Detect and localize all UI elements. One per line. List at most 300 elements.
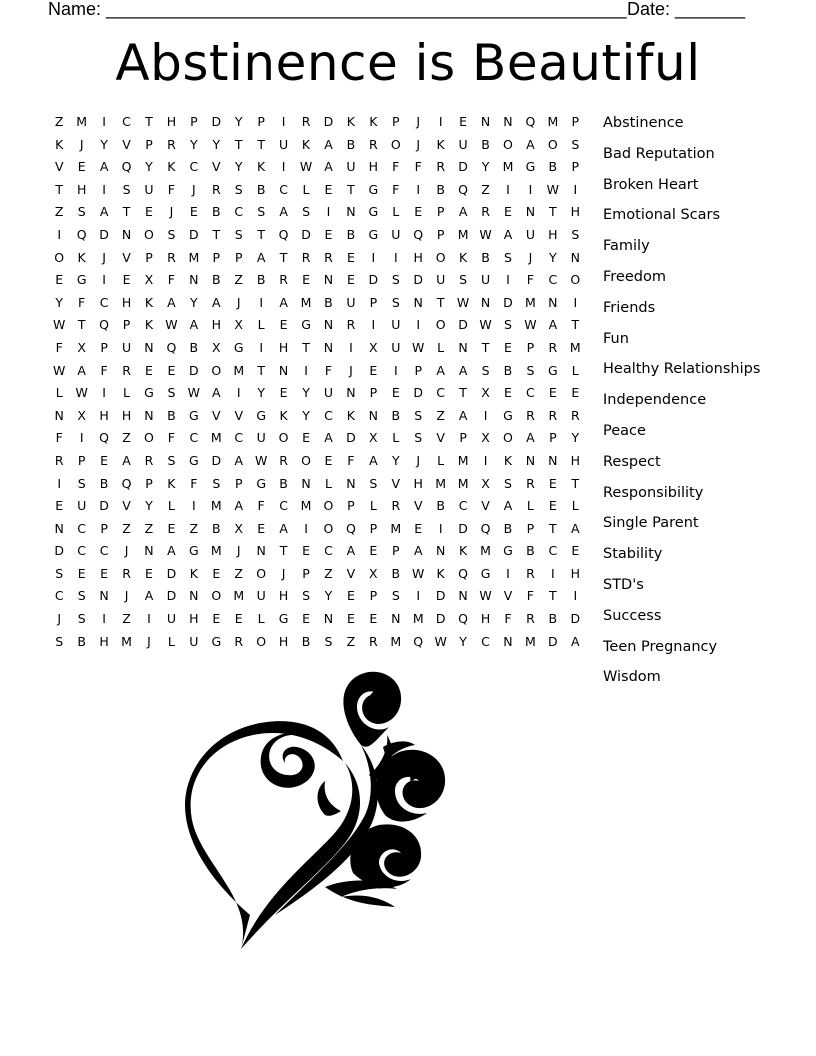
grid-letter: M: [121, 633, 132, 649]
grid-letter: C: [458, 498, 468, 514]
grid-letter: G: [189, 543, 199, 559]
grid-letter: A: [436, 362, 445, 378]
grid-letter: D: [413, 385, 424, 401]
grid-letter: Y: [234, 114, 243, 129]
grid-letter: A: [324, 136, 333, 152]
grid-letter: K: [279, 407, 288, 423]
grid-letter: B: [279, 475, 288, 491]
grid-letter: U: [525, 226, 535, 242]
grid-letter: E: [189, 204, 198, 220]
grid-letter: M: [390, 633, 402, 649]
grid-letter: S: [324, 633, 333, 649]
grid-letter: Z: [54, 114, 64, 129]
grid-letter: S: [167, 385, 176, 401]
grid-letter: S: [77, 588, 86, 604]
grid-letter: X: [77, 339, 86, 355]
grid-letter: N: [525, 204, 536, 220]
grid-letter: E: [302, 272, 310, 288]
grid-letter: A: [122, 452, 131, 468]
grid-letter: Z: [144, 520, 154, 536]
word-list-item: Fun: [603, 330, 629, 347]
grid-letter: O: [570, 272, 581, 288]
grid-letter: G: [233, 339, 244, 355]
grid-letter: A: [526, 430, 535, 446]
grid-letter: Q: [458, 565, 469, 581]
grid-row: [48, 495, 588, 518]
grid-letter: I: [79, 430, 84, 446]
grid-letter: M: [480, 543, 491, 559]
grid-letter: E: [55, 272, 64, 288]
grid-letter: U: [279, 136, 289, 152]
grid-letter: U: [144, 181, 154, 197]
grid-letter: C: [436, 385, 446, 401]
grid-letter: A: [503, 498, 513, 514]
word-list-item: Wisdom: [603, 669, 661, 686]
grid-letter: W: [456, 294, 470, 310]
grid-letter: Q: [458, 611, 469, 627]
grid-letter: R: [436, 159, 445, 175]
grid-letter: O: [144, 226, 154, 242]
grid-letter: E: [346, 249, 355, 265]
grid-letter: S: [504, 249, 512, 265]
grid-letter: N: [121, 226, 132, 242]
grid-letter: L: [324, 475, 332, 491]
grid-letter: B: [256, 181, 266, 197]
grid-letter: C: [234, 204, 244, 220]
grid-letter: N: [189, 272, 199, 288]
grid-letter: B: [99, 475, 109, 491]
grid-letter: E: [257, 520, 266, 536]
grid-letter: M: [525, 294, 536, 310]
grid-letter: I: [573, 181, 578, 197]
grid-letter: A: [458, 407, 468, 423]
grid-letter: P: [369, 294, 378, 310]
grid-letter: A: [571, 520, 580, 536]
grid-letter: G: [548, 362, 558, 378]
grid-letter: O: [144, 430, 154, 446]
grid-letter: S: [391, 294, 400, 310]
grid-letter: Y: [391, 452, 400, 468]
grid-letter: E: [504, 385, 512, 401]
grid-letter: J: [124, 543, 129, 559]
grid-letter: T: [257, 136, 265, 152]
grid-letter: H: [121, 407, 132, 423]
grid-letter: I: [349, 339, 353, 355]
grid-letter: P: [145, 249, 153, 265]
grid-letter: I: [147, 611, 151, 627]
grid-letter: S: [391, 272, 400, 288]
grid-letter: P: [571, 159, 580, 175]
grid-letter: P: [122, 317, 131, 333]
grid-letter: M: [76, 114, 88, 129]
grid-letter: L: [302, 181, 310, 197]
grid-letter: R: [167, 249, 176, 265]
grid-letter: H: [99, 633, 109, 649]
grid-letter: O: [278, 430, 289, 446]
grid-letter: B: [211, 272, 221, 288]
grid-letter: N: [323, 339, 334, 355]
grid-letter: H: [548, 226, 558, 242]
grid-letter: W: [546, 181, 560, 197]
grid-letter: E: [122, 272, 131, 288]
grid-letter: Z: [481, 181, 490, 197]
grid-letter: I: [438, 114, 443, 129]
grid-letter: O: [54, 249, 65, 265]
grid-letter: N: [480, 114, 491, 129]
grid-letter: G: [368, 226, 379, 242]
grid-letter: Q: [121, 475, 132, 491]
grid-letter: S: [481, 362, 490, 378]
grid-letter: M: [547, 114, 559, 129]
grid-letter: K: [436, 565, 445, 581]
grid-letter: K: [458, 543, 468, 559]
grid-letter: F: [55, 339, 63, 355]
grid-letter: A: [503, 226, 513, 242]
word-list: [603, 108, 808, 693]
grid-letter: P: [234, 475, 243, 491]
grid-letter: E: [145, 362, 153, 378]
grid-letter: B: [548, 611, 558, 627]
grid-letter: F: [526, 588, 534, 604]
grid-letter: G: [278, 611, 289, 627]
word-list-item: Family: [603, 238, 650, 255]
grid-letter: P: [145, 136, 153, 152]
grid-letter: N: [189, 588, 199, 604]
grid-letter: E: [504, 339, 512, 355]
name-field-line: Name: ____________________________________________________: [48, 0, 627, 19]
grid-letter: J: [102, 249, 106, 265]
grid-letter: O: [211, 588, 222, 604]
grid-letter: S: [414, 430, 423, 446]
grid-letter: S: [302, 588, 310, 604]
grid-letter: B: [211, 520, 221, 536]
grid-letter: Q: [480, 520, 491, 536]
grid-letter: E: [369, 362, 378, 378]
grid-letter: E: [414, 520, 423, 536]
grid-letter: N: [144, 543, 154, 559]
grid-letter: L: [392, 204, 400, 220]
grid-letter: L: [392, 430, 400, 446]
grid-letter: O: [435, 317, 446, 333]
grid-letter: Y: [190, 136, 198, 152]
grid-letter: M: [435, 475, 447, 491]
grid-letter: K: [369, 114, 378, 129]
grid-letter: J: [416, 114, 421, 129]
grid-letter: Z: [122, 430, 131, 446]
grid-letter: G: [256, 475, 266, 491]
grid-row: [48, 518, 588, 541]
grid-letter: G: [503, 407, 513, 423]
grid-letter: K: [436, 136, 445, 152]
grid-letter: I: [304, 520, 308, 536]
grid-letter: I: [326, 204, 331, 220]
grid-letter: W: [165, 317, 178, 333]
grid-letter: T: [459, 385, 467, 401]
grid-letter: G: [144, 385, 154, 401]
grid-letter: K: [144, 317, 154, 333]
grid-letter: I: [236, 385, 241, 401]
grid-letter: R: [122, 362, 131, 378]
grid-letter: K: [301, 136, 311, 152]
grid-letter: Q: [525, 114, 536, 129]
grid-letter: D: [166, 565, 177, 581]
grid-letter: A: [77, 362, 86, 378]
grid-letter: A: [234, 452, 243, 468]
grid-letter: V: [122, 136, 131, 152]
grid-letter: P: [414, 362, 422, 378]
grid-letter: U: [391, 317, 401, 333]
grid-letter: T: [145, 114, 153, 129]
grid-letter: A: [167, 294, 176, 310]
grid-letter: X: [369, 339, 378, 355]
grid-letter: N: [99, 588, 109, 604]
grid-letter: E: [548, 385, 557, 401]
grid-letter: R: [122, 565, 131, 581]
grid-letter: D: [166, 588, 177, 604]
grid-letter: Z: [54, 204, 64, 220]
grid-letter: E: [279, 317, 288, 333]
grid-letter: S: [369, 475, 378, 491]
grid-letter: Y: [302, 407, 310, 423]
grid-letter: S: [257, 204, 266, 220]
grid-letter: I: [259, 339, 263, 355]
grid-letter: S: [391, 588, 400, 604]
grid-letter: E: [369, 611, 378, 627]
grid-letter: N: [346, 475, 356, 491]
grid-letter: T: [212, 226, 221, 242]
grid-letter: H: [570, 452, 580, 468]
grid-letter: T: [549, 588, 557, 604]
grid-letter: N: [346, 385, 356, 401]
word-list-item: Freedom: [603, 268, 666, 285]
grid-letter: A: [413, 543, 423, 559]
grid-letter: S: [504, 317, 512, 333]
grid-letter: S: [414, 407, 423, 423]
grid-letter: Z: [122, 611, 131, 627]
grid-letter: O: [435, 249, 446, 265]
grid-letter: X: [481, 475, 490, 491]
grid-letter: S: [571, 226, 580, 242]
grid-letter: K: [55, 136, 64, 152]
grid-letter: G: [480, 565, 491, 581]
grid-letter: D: [211, 452, 222, 468]
grid-letter: I: [192, 498, 196, 514]
grid-letter: B: [548, 159, 558, 175]
grid-letter: P: [234, 249, 243, 265]
grid-letter: V: [122, 249, 131, 265]
word-list-item: Independence: [603, 392, 707, 409]
grid-letter: I: [371, 249, 376, 265]
grid-letter: R: [279, 452, 288, 468]
grid-letter: B: [346, 226, 356, 242]
grid-letter: D: [323, 114, 334, 129]
grid-letter: P: [369, 520, 378, 536]
grid-letter: N: [256, 543, 266, 559]
grid-letter: A: [256, 249, 266, 265]
grid-letter: S: [234, 181, 243, 197]
grid-letter: A: [324, 159, 333, 175]
grid-letter: S: [571, 136, 580, 152]
grid-letter: F: [392, 181, 400, 197]
grid-letter: W: [187, 385, 201, 401]
grid-letter: N: [144, 407, 154, 423]
grid-letter: Q: [458, 181, 469, 197]
grid-letter: A: [212, 385, 221, 401]
grid-letter: L: [369, 498, 377, 514]
grid-letter: U: [346, 159, 356, 175]
grid-letter: G: [368, 204, 379, 220]
grid-row: [48, 405, 588, 428]
grid-letter: P: [392, 114, 400, 129]
grid-letter: I: [438, 520, 443, 536]
grid-letter: A: [279, 204, 288, 220]
grid-letter: T: [481, 339, 490, 355]
grid-letter: J: [147, 633, 151, 649]
grid-letter: H: [570, 204, 580, 220]
grid-letter: Y: [145, 498, 153, 514]
grid-letter: B: [324, 294, 333, 310]
grid-letter: Z: [234, 272, 243, 288]
grid-letter: X: [481, 385, 490, 401]
grid-letter: I: [393, 362, 398, 378]
grid-letter: P: [100, 520, 108, 536]
grid-letter: J: [236, 294, 241, 310]
grid-letter: P: [257, 114, 265, 129]
grid-letter: R: [481, 204, 490, 220]
grid-letter: E: [145, 565, 153, 581]
grid-letter: P: [302, 565, 310, 581]
grid-letter: V: [54, 159, 64, 175]
grid-letter: G: [189, 452, 199, 468]
grid-letter: Y: [190, 294, 198, 310]
grid-letter: A: [458, 204, 468, 220]
grid-letter: C: [99, 294, 109, 310]
grid-letter: E: [548, 475, 557, 491]
grid-letter: E: [391, 385, 400, 401]
grid-letter: C: [279, 498, 288, 514]
grid-letter: K: [167, 159, 176, 175]
grid-letter: H: [76, 181, 87, 197]
grid-letter: H: [189, 611, 199, 627]
grid-letter: Y: [571, 430, 580, 446]
grid-letter: U: [323, 385, 334, 401]
grid-letter: F: [167, 272, 175, 288]
grid-letter: W: [53, 317, 66, 333]
grid-letter: R: [570, 407, 580, 423]
grid-letter: O: [503, 136, 513, 152]
grid-letter: V: [413, 498, 423, 514]
grid-letter: C: [324, 407, 333, 423]
grid-letter: X: [234, 520, 243, 536]
grid-letter: P: [347, 498, 355, 514]
grid-letter: E: [100, 452, 109, 468]
grid-letter: F: [100, 362, 108, 378]
grid-letter: B: [346, 136, 356, 152]
grid-letter: M: [300, 498, 312, 514]
word-list-item: Responsibility: [603, 484, 704, 501]
grid-letter: Y: [324, 588, 333, 604]
grid-letter: G: [189, 407, 199, 423]
grid-row: [48, 247, 588, 270]
grid-letter: E: [571, 385, 580, 401]
grid-letter: J: [528, 249, 533, 265]
grid-letter: G: [503, 543, 513, 559]
grid-letter: P: [190, 114, 198, 129]
grid-letter: R: [279, 272, 288, 288]
grid-letter: M: [300, 294, 312, 310]
grid-letter: S: [122, 181, 131, 197]
grid-letter: Y: [234, 159, 243, 175]
grid-letter: S: [77, 204, 86, 220]
grid-letter: N: [548, 452, 558, 468]
grid-letter: B: [481, 136, 490, 152]
grid-letter: U: [189, 633, 199, 649]
grid-letter: A: [167, 543, 176, 559]
grid-letter: D: [435, 611, 446, 627]
grid-letter: I: [506, 565, 510, 581]
grid-letter: A: [234, 498, 243, 514]
grid-letter: H: [480, 611, 491, 627]
grid-letter: M: [569, 339, 581, 355]
grid-row: [48, 563, 588, 586]
grid-letter: B: [211, 204, 221, 220]
word-list-item: STD's: [603, 576, 644, 593]
grid-letter: D: [301, 226, 311, 242]
grid-letter: U: [77, 498, 87, 514]
grid-letter: P: [77, 452, 86, 468]
grid-letter: S: [212, 475, 221, 491]
grid-letter: G: [525, 159, 536, 175]
grid-letter: O: [390, 136, 401, 152]
grid-letter: N: [54, 407, 64, 423]
grid-letter: C: [481, 633, 490, 649]
grid-letter: H: [166, 114, 177, 129]
grid-letter: T: [347, 181, 355, 197]
grid-letter: H: [211, 317, 221, 333]
grid-letter: H: [570, 565, 580, 581]
grid-letter: E: [100, 565, 109, 581]
word-list-item: Healthy Relationships: [603, 361, 761, 378]
grid-letter: D: [570, 611, 581, 627]
grid-letter: E: [414, 204, 423, 220]
grid-letter: D: [458, 317, 468, 333]
grid-letter: I: [281, 159, 286, 175]
grid-letter: Y: [100, 136, 108, 152]
grid-letter: E: [548, 498, 557, 514]
date-field-line: Date: _______: [627, 0, 746, 19]
grid-letter: R: [301, 114, 311, 129]
grid-letter: W: [524, 317, 537, 333]
grid-letter: I: [259, 294, 263, 310]
grid-letter: V: [234, 407, 243, 423]
grid-letter: A: [99, 159, 109, 175]
grid-letter: S: [234, 226, 243, 242]
grid-letter: L: [257, 611, 265, 627]
grid-row: [48, 473, 588, 496]
grid-letter: K: [167, 475, 176, 491]
grid-letter: X: [144, 272, 154, 288]
grid-letter: Y: [459, 633, 467, 649]
grid-letter: L: [55, 385, 63, 401]
grid-letter: V: [436, 430, 445, 446]
grid-letter: B: [503, 362, 513, 378]
grid-letter: I: [573, 294, 578, 310]
grid-letter: N: [525, 452, 536, 468]
grid-letter: C: [189, 430, 199, 446]
grid-letter: U: [256, 430, 266, 446]
grid-letter: I: [102, 181, 106, 197]
grid-letter: N: [458, 339, 468, 355]
